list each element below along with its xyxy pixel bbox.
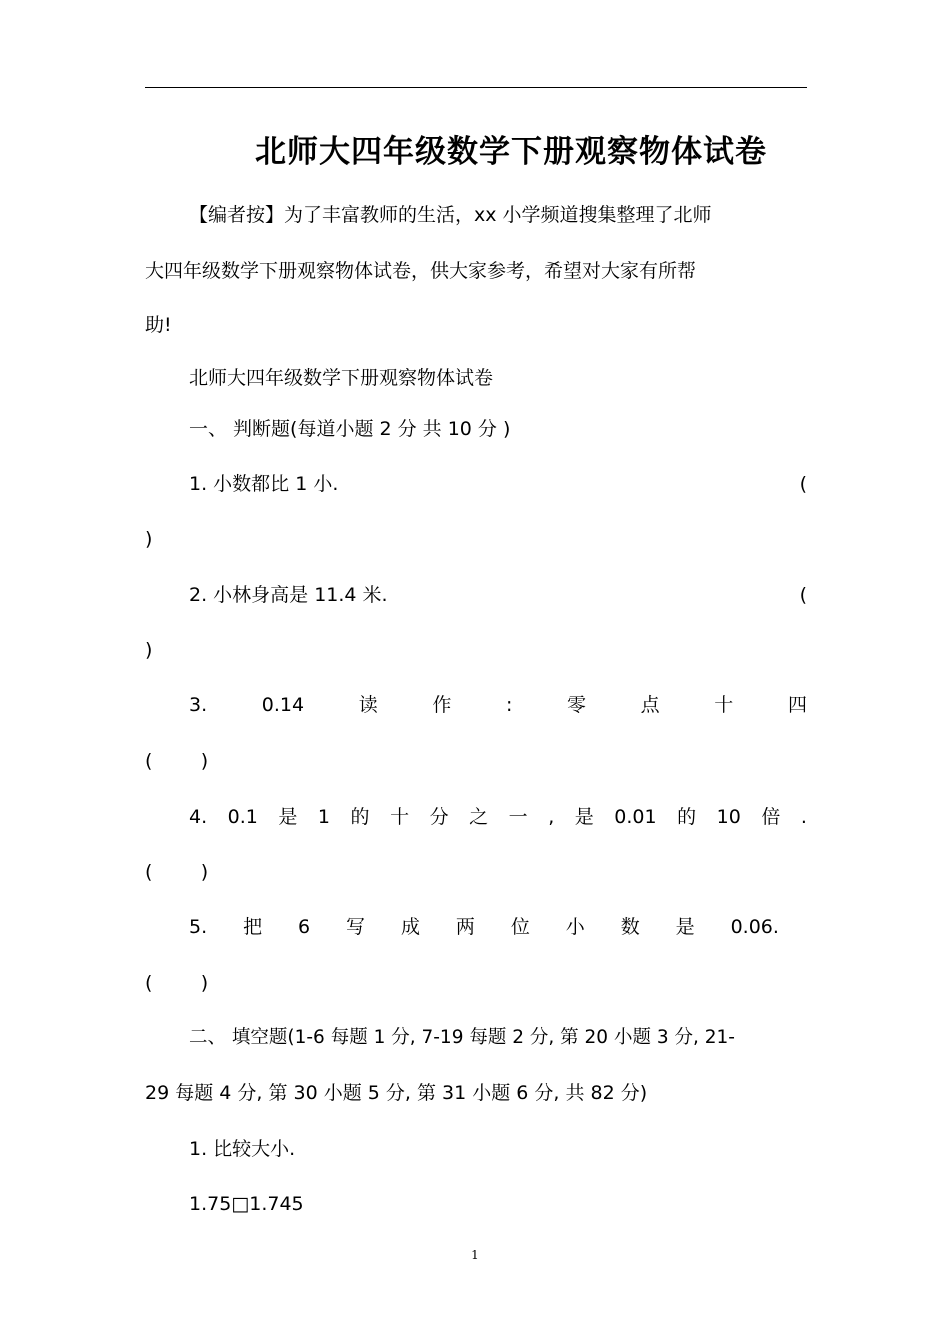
question-4-token: 倍 [761,806,781,828]
question-5-token: 把 [243,916,263,938]
question-5-token: 5. [189,916,208,938]
question-5-token: 写 [346,916,366,938]
question-4-token: 一 [508,806,528,828]
question-4-token: , [548,806,555,828]
question-4-token: 1 [317,806,331,828]
question-5-paren: ( ) [145,972,209,994]
question-3-token: 零 [567,694,587,716]
section1-heading: 一、 判断题(每道小题 2 分 共 10 分 ) [189,418,511,440]
question-3-token: 十 [714,694,734,716]
question-4-token: 是 [574,806,594,828]
question-3-token: 作 [432,694,452,716]
subtitle: 北师大四年级数学下册观察物体试卷 [189,367,494,389]
question-3-paren: ( ) [145,750,209,772]
question-4 [145,805,807,829]
question-3-token: 点 [640,694,660,716]
question-4-token: 的 [350,806,370,828]
section2-question-1: 1. 比较大小. [189,1138,296,1160]
question-3-token: 3. [189,694,208,716]
question-3 [145,693,807,717]
question-4-token: 的 [677,806,697,828]
section2-question-1-item: 1.75□1.745 [189,1193,304,1215]
question-4-paren: ( ) [145,861,209,883]
question-4-token: 分 [429,806,449,828]
question-1-close-paren: ) [145,528,153,550]
page-number: 1 [471,1248,479,1262]
question-2-open-paren: ( [799,584,807,606]
question-3-token: : [505,694,513,716]
section2-heading-line-2: 29 每题 4 分, 第 30 小题 5 分, 第 31 小题 6 分, 共 82 分) [145,1082,648,1104]
question-5-token: 是 [675,916,695,938]
question-4-token: 是 [278,806,298,828]
question-5-token: 数 [620,916,640,938]
question-5-token: 成 [400,916,420,938]
intro-line-2: 大四年级数学下册观察物体试卷，供大家参考，希望对大家有所帮 [145,260,697,282]
header-rule [145,87,807,88]
question-5 [145,915,807,939]
question-5-token: 位 [510,916,530,938]
question-5-token: 0.06. [730,916,779,938]
question-4-token: 0.01 [614,806,657,828]
question-2-text: 2. 小林身高是 11.4 米. [189,584,388,606]
question-5-token: 两 [455,916,475,938]
question-4-token: 0.1 [227,806,258,828]
question-4-token: 4. [189,806,208,828]
question-5-token: 小 [565,916,585,938]
section2-heading-line-1: 二、 填空题(1-6 每题 1 分, 7-19 每题 2 分, 第 20 小题 3 分, 21- [189,1027,735,1048]
question-3-token: 读 [358,694,378,716]
intro-line-3: 助! [145,314,172,336]
document-title: 北师大四年级数学下册观察物体试卷 [255,134,767,170]
question-4-token: 10 [716,806,741,828]
question-2-close-paren: ) [145,639,153,661]
question-3-token: 0.14 [261,694,305,716]
question-5-token: 6 [298,916,311,938]
intro-line-1: 【编者按】为了丰富教师的生活，xx 小学频道搜集整理了北师 [189,204,712,226]
question-1 [145,472,807,496]
question-1-open-paren: ( [799,473,807,495]
question-1-text: 1. 小数都比 1 小. [189,473,339,495]
question-4-token: . [800,806,807,828]
question-4-token: 十 [390,806,410,828]
question-2 [145,583,807,607]
question-4-token: 之 [469,806,489,828]
question-3-token: 四 [787,694,807,716]
